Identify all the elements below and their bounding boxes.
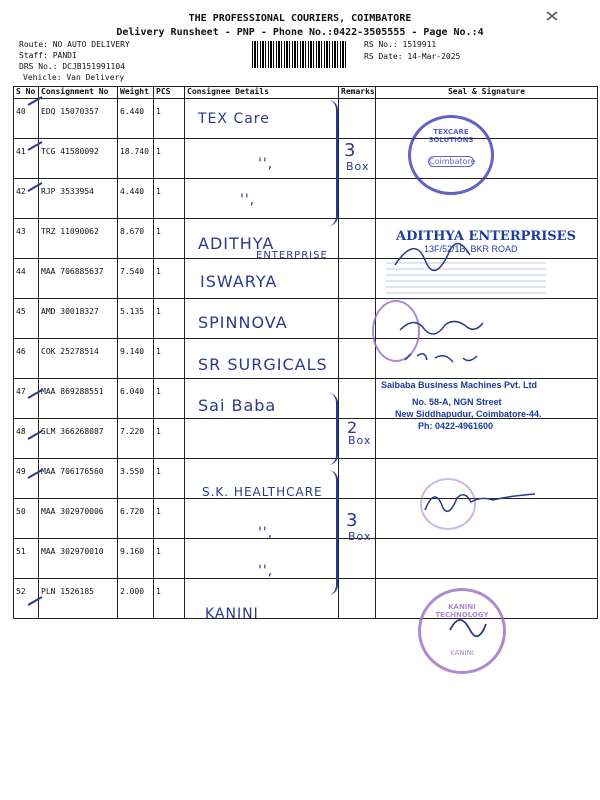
cell-pcs: 1 — [154, 299, 185, 339]
cell-pcs: 1 — [154, 139, 185, 179]
rs-date: RS Date: 14-Mar-2025 — [364, 52, 461, 61]
cell-pcs: 1 — [154, 539, 185, 579]
col-seal: Seal & Signature — [376, 87, 598, 99]
saibaba-stamp-name: Saibaba Business Machines Pvt. Ltd — [381, 380, 538, 390]
rs-number: RS No.: 1519911 — [364, 40, 437, 49]
cell-consignment: COK 25278514 — [39, 339, 118, 379]
handwritten-consignee: Sai Baba — [198, 396, 277, 415]
cell-weight: 18.740 — [118, 139, 154, 179]
cell-pcs: 1 — [154, 579, 185, 619]
cell-sno: 42 — [14, 179, 39, 219]
cell-consignment: AMD 30018327 — [39, 299, 118, 339]
cell-consignment: EDQ 15070357 — [39, 99, 118, 139]
col-remarks: Remarks — [339, 87, 376, 99]
cell-sno: 45 — [14, 299, 39, 339]
seal-ring-text: KANINI TECHNOLOGY — [435, 603, 489, 619]
cell-pcs: 1 — [154, 419, 185, 459]
col-weight: Weight — [118, 87, 154, 99]
cell-weight: 7.540 — [118, 259, 154, 299]
signature — [450, 620, 486, 636]
col-pcs: PCS — [154, 87, 185, 99]
remark-unit: Box — [348, 530, 372, 543]
corner-mark — [547, 12, 557, 20]
handwritten-consignee: SPINNOVA — [198, 313, 288, 332]
cell-pcs: 1 — [154, 379, 185, 419]
signature — [405, 354, 477, 362]
cell-sno: 47 — [14, 379, 39, 419]
company-title: THE PROFESSIONAL COURIERS, COIMBATORE — [188, 13, 412, 24]
signature — [400, 321, 483, 334]
cell-consignment: SLM 366268087 — [39, 419, 118, 459]
cell-weight: 5.135 — [118, 299, 154, 339]
route-label: Route: NO AUTO DELIVERY — [19, 40, 130, 49]
cell-weight: 9.160 — [118, 539, 154, 579]
cell-sno: 50 — [14, 499, 39, 539]
cell-weight: 2.000 — [118, 579, 154, 619]
cell-weight: 8.670 — [118, 219, 154, 259]
handwritten-ditto: '', — [240, 192, 256, 208]
cell-consignment: MAA 706176560 — [39, 459, 118, 499]
cell-sno: 43 — [14, 219, 39, 259]
cell-sno: 49 — [14, 459, 39, 499]
handwritten-consignee: ISWARYA — [200, 272, 278, 291]
handwritten-consignee: ENTERPRISE — [256, 250, 328, 261]
cell-sno: 41 — [14, 139, 39, 179]
runsheet-subtitle: Delivery Runsheet - PNP - Phone No.:0422-3505555 - Page No.:4 — [116, 27, 484, 38]
seal-ring-text: TEXCARE SOLUTIONS — [428, 128, 474, 144]
cell-sno: 52 — [14, 579, 39, 619]
cell-sno: 48 — [14, 419, 39, 459]
remark-unit: Box — [346, 160, 370, 173]
seal-center-text: KANINI — [450, 649, 474, 657]
handwritten-ditto: '', — [258, 156, 274, 172]
saibaba-stamp-phone: Ph: 0422-4961600 — [418, 421, 494, 431]
col-consignee: Consignee Details — [185, 87, 339, 99]
saibaba-stamp-city: New Siddhapudur, Coimbatore-44. — [395, 409, 542, 419]
cell-sno: 44 — [14, 259, 39, 299]
remark-count: 3 — [344, 140, 357, 161]
cell-weight: 7.220 — [118, 419, 154, 459]
cell-weight: 3.550 — [118, 459, 154, 499]
staff-label: Staff: PANDI — [19, 51, 77, 60]
col-consignment: Consignment No — [39, 87, 118, 99]
cell-weight: 6.440 — [118, 99, 154, 139]
cell-pcs: 1 — [154, 339, 185, 379]
cell-weight: 9.140 — [118, 339, 154, 379]
remark-unit: Box — [348, 434, 372, 447]
cell-consignment: TRZ 11090062 — [39, 219, 118, 259]
adithya-stamp-name: ADITHYA ENTERPRISES — [396, 229, 576, 244]
handwritten-ditto: '', — [258, 525, 274, 541]
cell-pcs: 1 — [154, 219, 185, 259]
cell-consignment: MAA 706885637 — [39, 259, 118, 299]
adithya-stamp-address: 13F/52/1B, BKR ROAD — [424, 244, 518, 254]
signature — [425, 494, 535, 511]
remark-count: 2 — [347, 418, 359, 437]
cell-consignment: MAA 302970006 — [39, 499, 118, 539]
cell-pcs: 1 — [154, 459, 185, 499]
cell-pcs: 1 — [154, 259, 185, 299]
cell-pcs: 1 — [154, 499, 185, 539]
cell-consignment: MAA 869288551 — [39, 379, 118, 419]
drs-label: DRS No.: DCJB151991104 — [19, 62, 125, 71]
remark-count: 3 — [346, 510, 359, 531]
cell-pcs: 1 — [154, 99, 185, 139]
cell-sno: 46 — [14, 339, 39, 379]
handwritten-consignee: ADITHYA — [198, 234, 275, 253]
col-sno: S No — [14, 87, 39, 99]
saibaba-stamp-address: No. 58-A, NGN Street — [412, 397, 502, 407]
cell-weight: 6.040 — [118, 379, 154, 419]
cell-sno: 51 — [14, 539, 39, 579]
handwritten-consignee: TEX Care — [198, 111, 270, 127]
cell-weight: 6.720 — [118, 499, 154, 539]
handwritten-consignee: SR SURGICALS — [198, 355, 328, 374]
signature — [395, 244, 470, 271]
cell-consignment: RJP 3533954 — [39, 179, 118, 219]
cell-consignment: TCG 41580092 — [39, 139, 118, 179]
handwritten-ditto: '', — [258, 563, 274, 579]
cell-pcs: 1 — [154, 179, 185, 219]
vehicle-label: Vehicle: Van Delivery — [23, 73, 125, 82]
seal-center-text: Coimbatore — [429, 157, 476, 166]
handwritten-consignee: S.K. HEALTHCARE — [202, 485, 323, 499]
cell-consignment: PLN 1526185 — [39, 579, 118, 619]
cell-weight: 4.440 — [118, 179, 154, 219]
cell-consignment: MAA 302970010 — [39, 539, 118, 579]
cell-sno: 40 — [14, 99, 39, 139]
handwritten-consignee: KANINI — [205, 606, 259, 622]
